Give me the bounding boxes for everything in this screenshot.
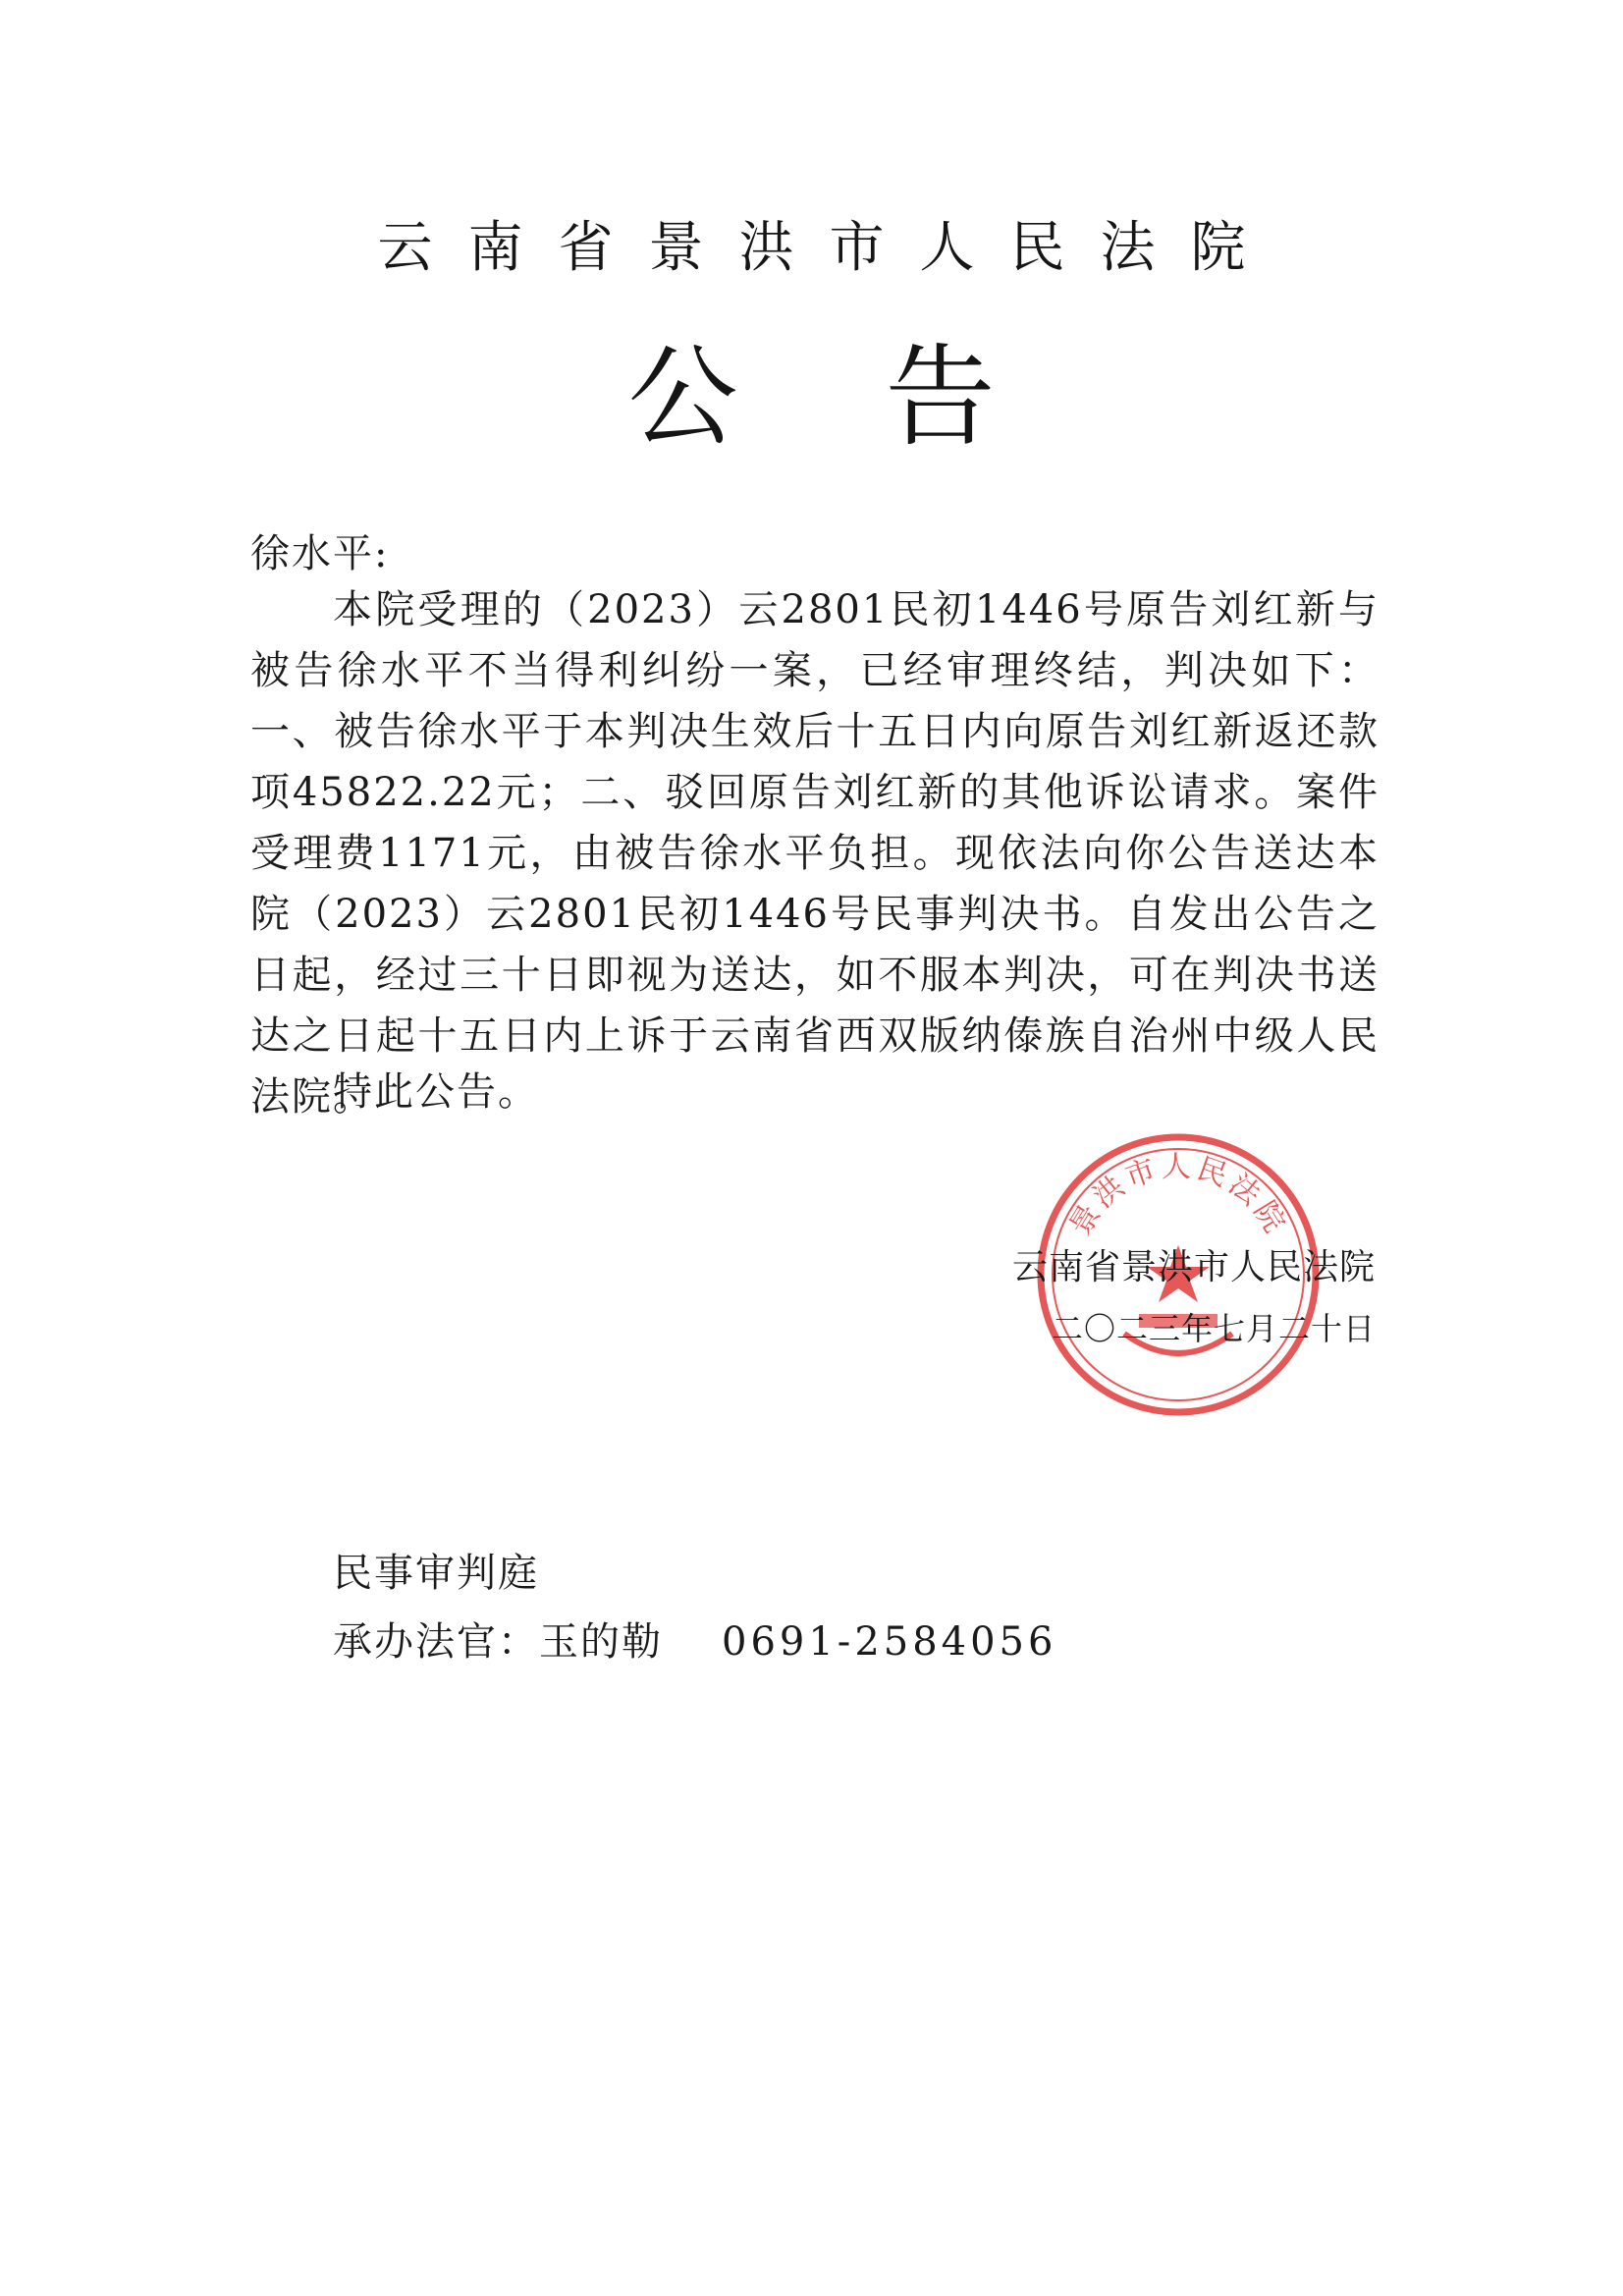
- judge-contact: [333, 1611, 1056, 1667]
- addressee: 徐水平:: [250, 531, 390, 576]
- judge-name: 承办法官：玉的勒: [333, 1619, 663, 1665]
- seal-text: 景洪市人民法院: [1062, 1150, 1294, 1242]
- court-name-heading: 云南省景洪市人民法院: [377, 216, 1281, 280]
- closing-line: 特此公告。: [333, 1069, 539, 1115]
- signature-date: 二〇二三年七月二十日: [1051, 1310, 1376, 1347]
- document-title: 公告: [627, 334, 1143, 462]
- division-name: 民事审判庭: [333, 1551, 539, 1596]
- notice-body: 本院受理的（2023）云2801民初1446号原告刘红新与被告徐水平不当得利纠纷一案，已经审理终结，判决如下：一、被告徐水平于本判决生效后十五日内向原告刘红新返还款项45822.22元；二、驳回原告刘红新的其他诉讼请求。案件受理费1171元，由被告徐水平负担。现依法向你公告送达本院（2023）云2801民初1446号民事判决书。自发出公告之日起，经过三十日即视为送达，如不服本判决，可在判决书送达之日起十五日内上诉于云南省西双版纳傣族自治州中级人民法院。: [250, 587, 1380, 1120]
- signature-court: 云南省景洪市人民法院: [1011, 1247, 1376, 1287]
- judge-phone: 0691-2584056: [722, 1619, 1057, 1665]
